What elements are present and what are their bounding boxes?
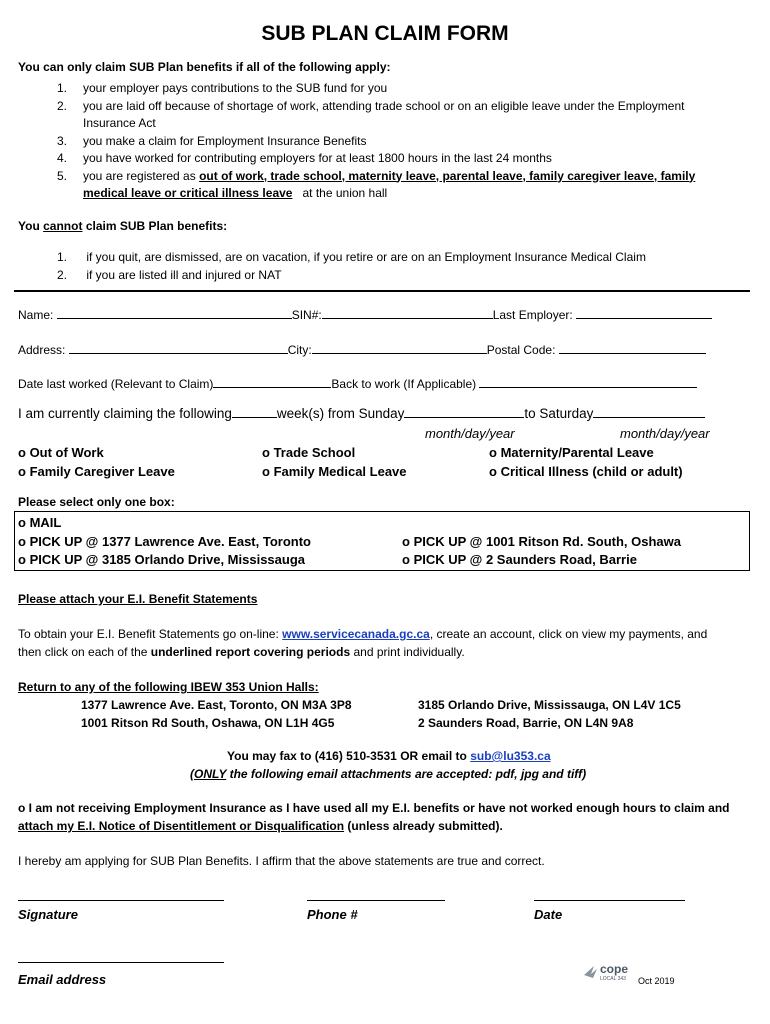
date-format-hint: month/day/year xyxy=(620,426,710,441)
list-item: 2. you are laid off because of shortage of work, attending trade school or on an eligible leave under the Employment xyxy=(57,98,685,113)
list-item: 1. if you quit, are dismissed, are on vacation, if you retire or are on an Employment Insurance Medical Claim xyxy=(57,250,646,264)
option-not-receiving[interactable] xyxy=(18,801,29,815)
to-saturday-label: to Saturday xyxy=(524,406,594,421)
postal-label: Postal Code: xyxy=(486,343,556,357)
date-last-field[interactable] xyxy=(213,376,331,388)
list-item: 4. you have worked for contributing employers for at least 1800 hours in the last 24 months xyxy=(57,151,552,165)
hall-address: 2 Saunders Road, Barrie, ON L4N 9A8 xyxy=(418,716,634,730)
obtain-line-1: To obtain your E.I. Benefit Statements go on-line: www.servicecanada.gc.ca, create an account, click on view my payments, and xyxy=(18,627,708,641)
hall-address: 3185 Orlando Drive, Mississauga, ON L4V 1C5 xyxy=(418,698,681,712)
option-mail[interactable]: o MAIL xyxy=(18,515,61,530)
name-label: Name: xyxy=(18,308,54,322)
list-item: 3. you make a claim for Employment Insurance Benefits xyxy=(57,133,367,148)
sin-field[interactable] xyxy=(322,307,493,319)
from-date-field[interactable] xyxy=(404,406,524,418)
address-row xyxy=(18,342,706,357)
eligible-heading: You can only claim SUB Plan benefits if all of the following apply: xyxy=(18,60,391,74)
date-line[interactable] xyxy=(534,900,685,901)
option-maternity-parental[interactable]: o Maternity/Parental Leave xyxy=(489,445,654,460)
signature-line[interactable] xyxy=(18,900,224,901)
hall-address: 1001 Ritson Rd South, Oshawa, ON L1H 4G5 xyxy=(81,716,335,730)
weeks-field[interactable] xyxy=(232,406,277,418)
revision-date: Oct 2019 xyxy=(638,976,675,986)
signature-label: Signature xyxy=(18,907,78,922)
select-heading: Please select only one box: xyxy=(18,495,175,509)
option-family-medical[interactable]: o Family Medical Leave xyxy=(262,464,407,479)
list-item: medical leave or critical illness leave at the union hall xyxy=(83,186,388,200)
not-receiving-line-2: attach my E.I. Notice of Disentitlement or Disqualification (unless already submitted). xyxy=(18,819,503,833)
not-receiving-line-1[interactable]: o I am not receiving Employment Insurance as I have used all my E.I. benefits or have not worked enough hours to claim and xyxy=(18,801,730,815)
from-sunday-label: week(s) from Sunday xyxy=(276,406,405,421)
fax-line: You may fax to (416) 510-3531 OR email to sub@lu353.ca xyxy=(227,749,551,763)
list-item: Insurance Act xyxy=(83,116,156,130)
option-critical-illness[interactable]: o Critical Illness (child or adult) xyxy=(489,464,683,479)
affirmation: I hereby am applying for SUB Plan Benefits. I affirm that the above statements are true and correct. xyxy=(18,854,545,868)
dates-row xyxy=(18,376,697,391)
name-row xyxy=(18,307,712,322)
city-label: City: xyxy=(287,343,312,357)
section-divider xyxy=(14,290,750,292)
attach-heading: Please attach your E.I. Benefit Statements xyxy=(18,592,258,606)
form-title: SUB PLAN CLAIM FORM xyxy=(261,22,509,45)
option-pickup-barrie[interactable]: o PICK UP @ 2 Saunders Road, Barrie xyxy=(402,552,637,567)
option-pickup-oshawa[interactable]: o PICK UP @ 1001 Ritson Rd. South, Oshawa xyxy=(402,534,681,549)
phone-line[interactable] xyxy=(307,900,445,901)
cope-logo xyxy=(583,963,633,985)
hall-address: 1377 Lawrence Ave. East, Toronto, ON M3A 3P8 xyxy=(81,698,352,712)
obtain-line-2: then click on each of the underlined report covering periods and print individually. xyxy=(18,645,465,659)
postal-field[interactable] xyxy=(559,342,706,354)
eligible-list xyxy=(57,80,695,203)
sin-label: SIN#: xyxy=(291,308,322,322)
claiming-label: I am currently claiming the following xyxy=(18,406,232,421)
back-to-work-label: Back to work (If Applicable) xyxy=(331,377,477,391)
logo-subtext: LOCAL 343 xyxy=(600,976,626,982)
back-to-work-field[interactable] xyxy=(479,376,697,388)
ineligible-list xyxy=(57,249,646,284)
servicecanada-link[interactable]: www.servicecanada.gc.ca xyxy=(282,627,430,641)
option-pickup-mississauga[interactable]: o PICK UP @ 3185 Orlando Drive, Mississauga xyxy=(18,552,305,567)
option-family-caregiver[interactable]: o Family Caregiver Leave xyxy=(18,464,175,479)
city-field[interactable] xyxy=(312,342,487,354)
phone-label: Phone # xyxy=(307,907,358,922)
option-out-of-work[interactable]: o Out of Work xyxy=(18,445,104,460)
name-field[interactable] xyxy=(57,307,292,319)
address-label: Address: xyxy=(18,343,66,357)
email-line[interactable] xyxy=(18,962,224,963)
option-pickup-toronto[interactable]: o PICK UP @ 1377 Lawrence Ave. East, Toronto xyxy=(18,534,311,549)
email-label: Email address xyxy=(18,972,107,987)
last-employer-field[interactable] xyxy=(576,307,712,319)
last-employer-label: Last Employer: xyxy=(492,308,573,322)
to-date-field[interactable] xyxy=(593,406,705,418)
option-trade-school[interactable]: o Trade School xyxy=(262,445,355,460)
list-item: 2. if you are listed ill and injured or NAT xyxy=(57,267,282,282)
address-field[interactable] xyxy=(69,342,288,354)
logo-text: cope xyxy=(600,962,629,976)
attachment-note: (ONLY the following email attachments are accepted: pdf, jpg and tiff) xyxy=(190,767,587,781)
claiming-row xyxy=(18,406,705,421)
list-item: 5. you are registered as out of work, trade school, maternity leave, parental leave, family caregiver leave, family xyxy=(57,168,696,183)
return-heading: Return to any of the following IBEW 353 Union Halls: xyxy=(18,680,319,694)
list-item: 1. your employer pays contributions to the SUB fund for you xyxy=(57,81,388,95)
date-label: Date xyxy=(534,907,563,922)
email-link[interactable]: sub@lu353.ca xyxy=(470,749,551,763)
date-last-label: Date last worked (Relevant to Claim) xyxy=(18,377,214,391)
ineligible-heading: You cannot claim SUB Plan benefits: xyxy=(18,219,228,233)
date-format-hint: month/day/year xyxy=(425,426,515,441)
